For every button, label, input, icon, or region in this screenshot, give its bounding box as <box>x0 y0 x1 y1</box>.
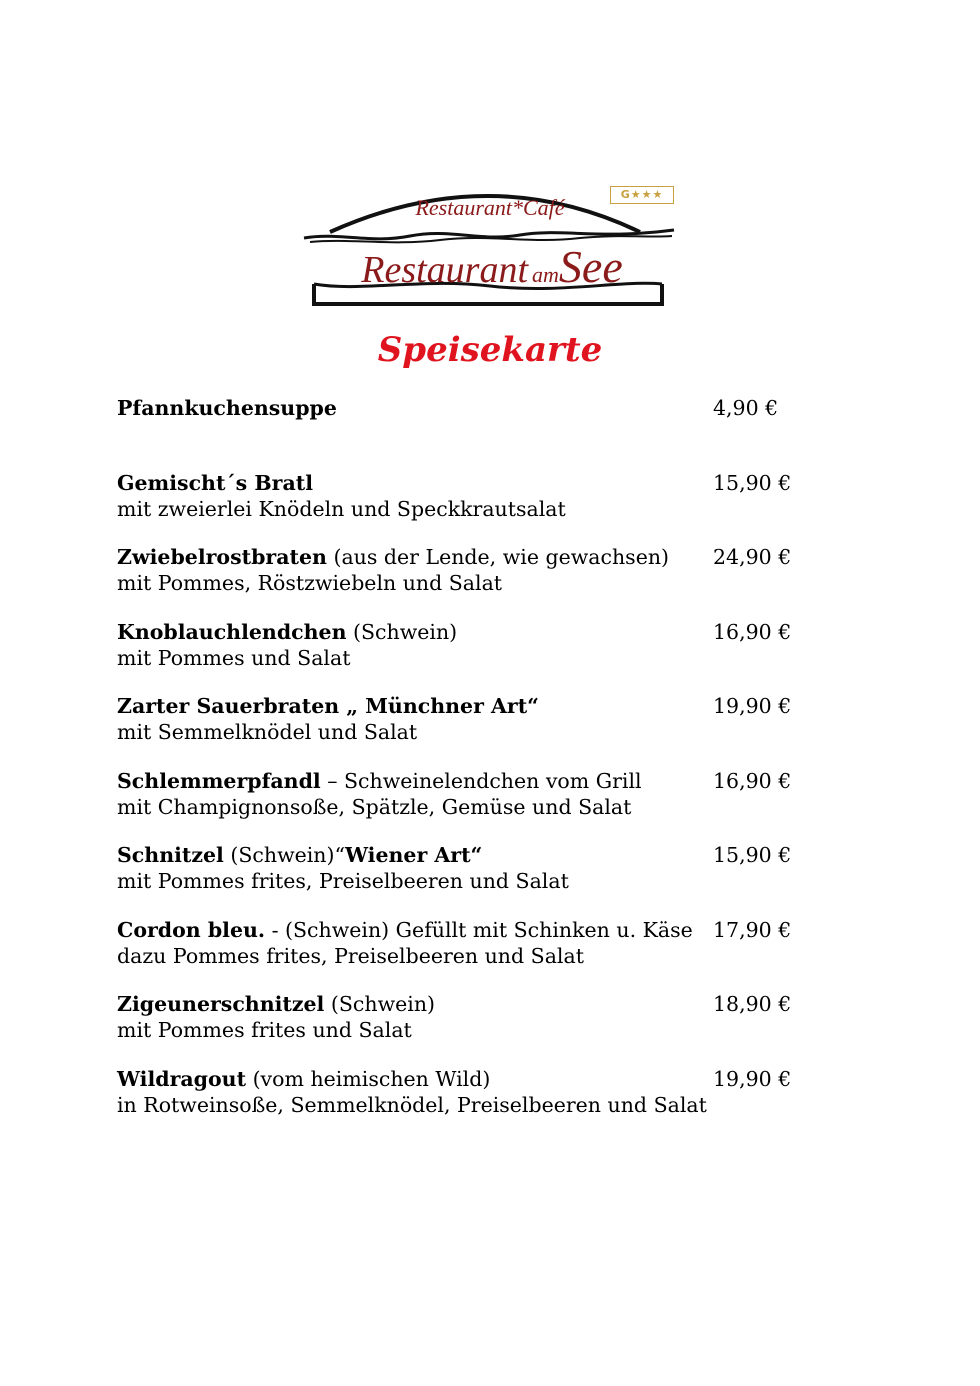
menu-item <box>117 842 817 917</box>
menu-item <box>117 1066 817 1141</box>
menu-item <box>117 917 817 992</box>
item-note: (Schwein) <box>346 619 458 644</box>
item-price: 4,90 € <box>713 396 779 420</box>
item-price: 15,90 € <box>713 470 792 495</box>
item-description: mit zweierlei Knödeln und Speckkrautsalat <box>117 496 566 521</box>
item-note: (aus der Lende, wie gewachsen) <box>326 545 670 569</box>
menu-item <box>117 470 817 545</box>
item-name-suffix: Wiener Art“ <box>345 843 483 867</box>
item-name: Schlemmerpfandl <box>117 768 321 793</box>
item-price: 24,90 € <box>713 545 792 569</box>
item-description: mit Pommes frites und Salat <box>117 1018 412 1042</box>
menu-item <box>117 619 817 694</box>
logo-subtitle: Restaurant*Café <box>415 195 565 220</box>
item-name: Pfannkuchensuppe <box>117 396 337 420</box>
item-price: 19,90 € <box>713 694 792 718</box>
menu-item <box>117 991 817 1066</box>
menu-list <box>117 395 817 1140</box>
item-price: 18,90 € <box>713 992 792 1016</box>
menu-item <box>117 544 817 619</box>
logo-word-am: am <box>532 262 559 287</box>
item-note: (vom heimischen Wild) <box>246 1066 491 1091</box>
rating-badge: G★★★ <box>610 186 674 204</box>
item-price: 17,90 € <box>713 917 792 942</box>
item-name: Zwiebelrostbraten <box>117 545 327 569</box>
item-note: (Schwein) <box>324 992 436 1016</box>
item-name: Knoblauchlendchen <box>117 619 347 644</box>
page-title: Speisekarte <box>377 330 603 370</box>
item-name: Zigeunerschnitzel <box>117 992 325 1016</box>
item-price: 15,90 € <box>713 843 792 867</box>
item-description: in Rotweinsoße, Semmelknödel, Preiselbeeren und Salat <box>117 1092 707 1117</box>
logo-word-restaurant: Restaurant <box>361 249 529 291</box>
item-description: mit Pommes und Salat <box>117 645 351 670</box>
menu-item <box>117 395 817 470</box>
item-price: 16,90 € <box>713 768 792 793</box>
item-price: 16,90 € <box>713 619 792 644</box>
logo-word-see: See <box>558 241 623 292</box>
item-note: – Schweinelendchen vom Grill <box>320 768 642 793</box>
restaurant-logo <box>300 180 680 310</box>
item-price: 19,90 € <box>713 1066 792 1091</box>
item-note: - (Schwein) Gefüllt mit Schinken u. Käse <box>265 917 693 942</box>
item-name: Gemischt´s Bratl <box>117 470 314 495</box>
menu-item <box>117 693 817 768</box>
menu-item <box>117 768 817 843</box>
item-name: Schnitzel <box>117 843 224 867</box>
item-name: Zarter Sauerbraten „ Münchner Art“ <box>117 694 539 718</box>
item-description: mit Pommes frites, Preiselbeeren und Salat <box>117 869 569 893</box>
item-description: mit Semmelknödel und Salat <box>117 720 418 744</box>
item-description: mit Champignonsoße, Spätzle, Gemüse und Salat <box>117 794 632 819</box>
item-description: mit Pommes, Röstzwiebeln und Salat <box>117 571 503 595</box>
item-name: Wildragout <box>117 1066 247 1091</box>
item-description: dazu Pommes frites, Preiselbeeren und Salat <box>117 943 584 968</box>
item-name: Cordon bleu. <box>117 917 266 942</box>
logo-wordmark <box>322 240 662 293</box>
item-note: (Schwein)“ <box>223 843 345 867</box>
